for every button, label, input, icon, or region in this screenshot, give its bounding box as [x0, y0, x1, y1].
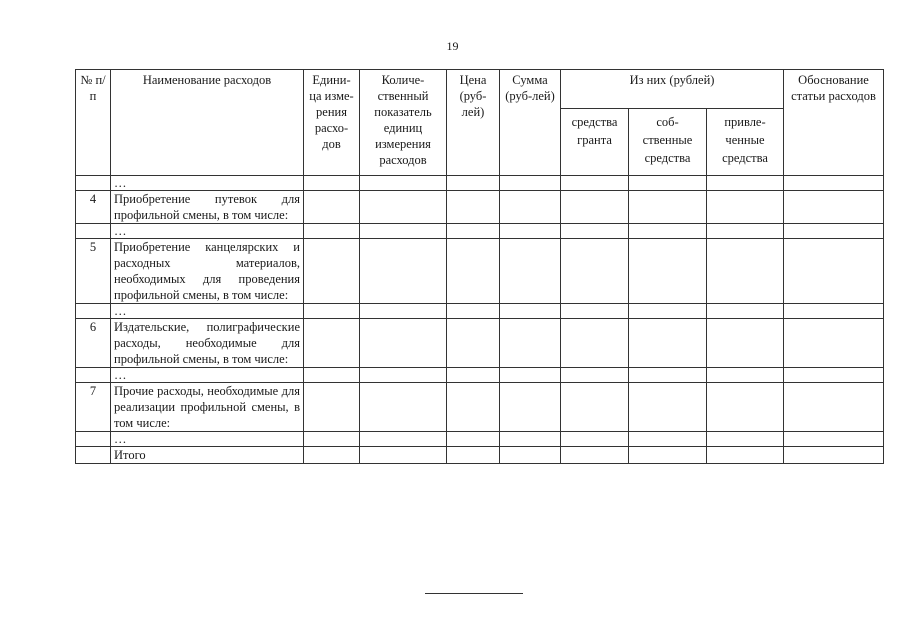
- table-row: [76, 319, 884, 368]
- row-num: [76, 368, 111, 383]
- row-name: …: [111, 432, 304, 447]
- row-name: …: [111, 224, 304, 239]
- page-number: 19: [446, 39, 459, 53]
- table-row: [76, 368, 884, 383]
- total-row: [76, 447, 884, 464]
- header-name: Наименование расходов: [111, 70, 304, 176]
- header-unit: Едини-ца изме-рения расхо-дов: [304, 70, 360, 176]
- row-num: [76, 447, 111, 464]
- row-num: [76, 432, 111, 447]
- row-num: 5: [76, 239, 111, 304]
- header-num: № п/п: [76, 70, 111, 176]
- table-row: [76, 191, 884, 224]
- row-name: Издательские, полиграфические расходы, необходимые для профильной смены, в том числе:: [111, 319, 304, 368]
- row-name: Приобретение канцелярских и расходных материалов, необходимых для проведения профильной смены, в том числе:: [111, 239, 304, 304]
- row-num: [76, 176, 111, 191]
- table-row: [76, 432, 884, 447]
- row-name: Прочие расходы, необходимые для реализации профильной смены, в том числе:: [111, 383, 304, 432]
- header-of-which: Из них (рублей): [561, 70, 784, 109]
- row-name: …: [111, 304, 304, 319]
- header-sum: Сумма (руб-лей): [500, 70, 561, 176]
- row-name: …: [111, 176, 304, 191]
- end-of-page-rule: [425, 593, 523, 594]
- budget-table: [75, 69, 884, 464]
- header-own: соб-ственные средства: [629, 109, 707, 176]
- total-label: Итого: [111, 447, 304, 464]
- header-row-1: [76, 70, 884, 109]
- table-row: [76, 239, 884, 304]
- row-name: …: [111, 368, 304, 383]
- table-row: [76, 383, 884, 432]
- row-num: [76, 304, 111, 319]
- table-row: [76, 304, 884, 319]
- row-num: 6: [76, 319, 111, 368]
- header-quantity: Количе-ственный показатель единиц измерения расходов: [360, 70, 447, 176]
- header-grant: средства гранта: [561, 109, 629, 176]
- row-name: Приобретение путевок для профильной смены, в том числе:: [111, 191, 304, 224]
- header-attracted: привле-ченные средства: [707, 109, 784, 176]
- row-num: 4: [76, 191, 111, 224]
- row-num: [76, 224, 111, 239]
- table-row: [76, 224, 884, 239]
- row-num: 7: [76, 383, 111, 432]
- header-justification: Обоснование статьи расходов: [784, 70, 884, 176]
- table-row: [76, 176, 884, 191]
- header-price: Цена (руб-лей): [447, 70, 500, 176]
